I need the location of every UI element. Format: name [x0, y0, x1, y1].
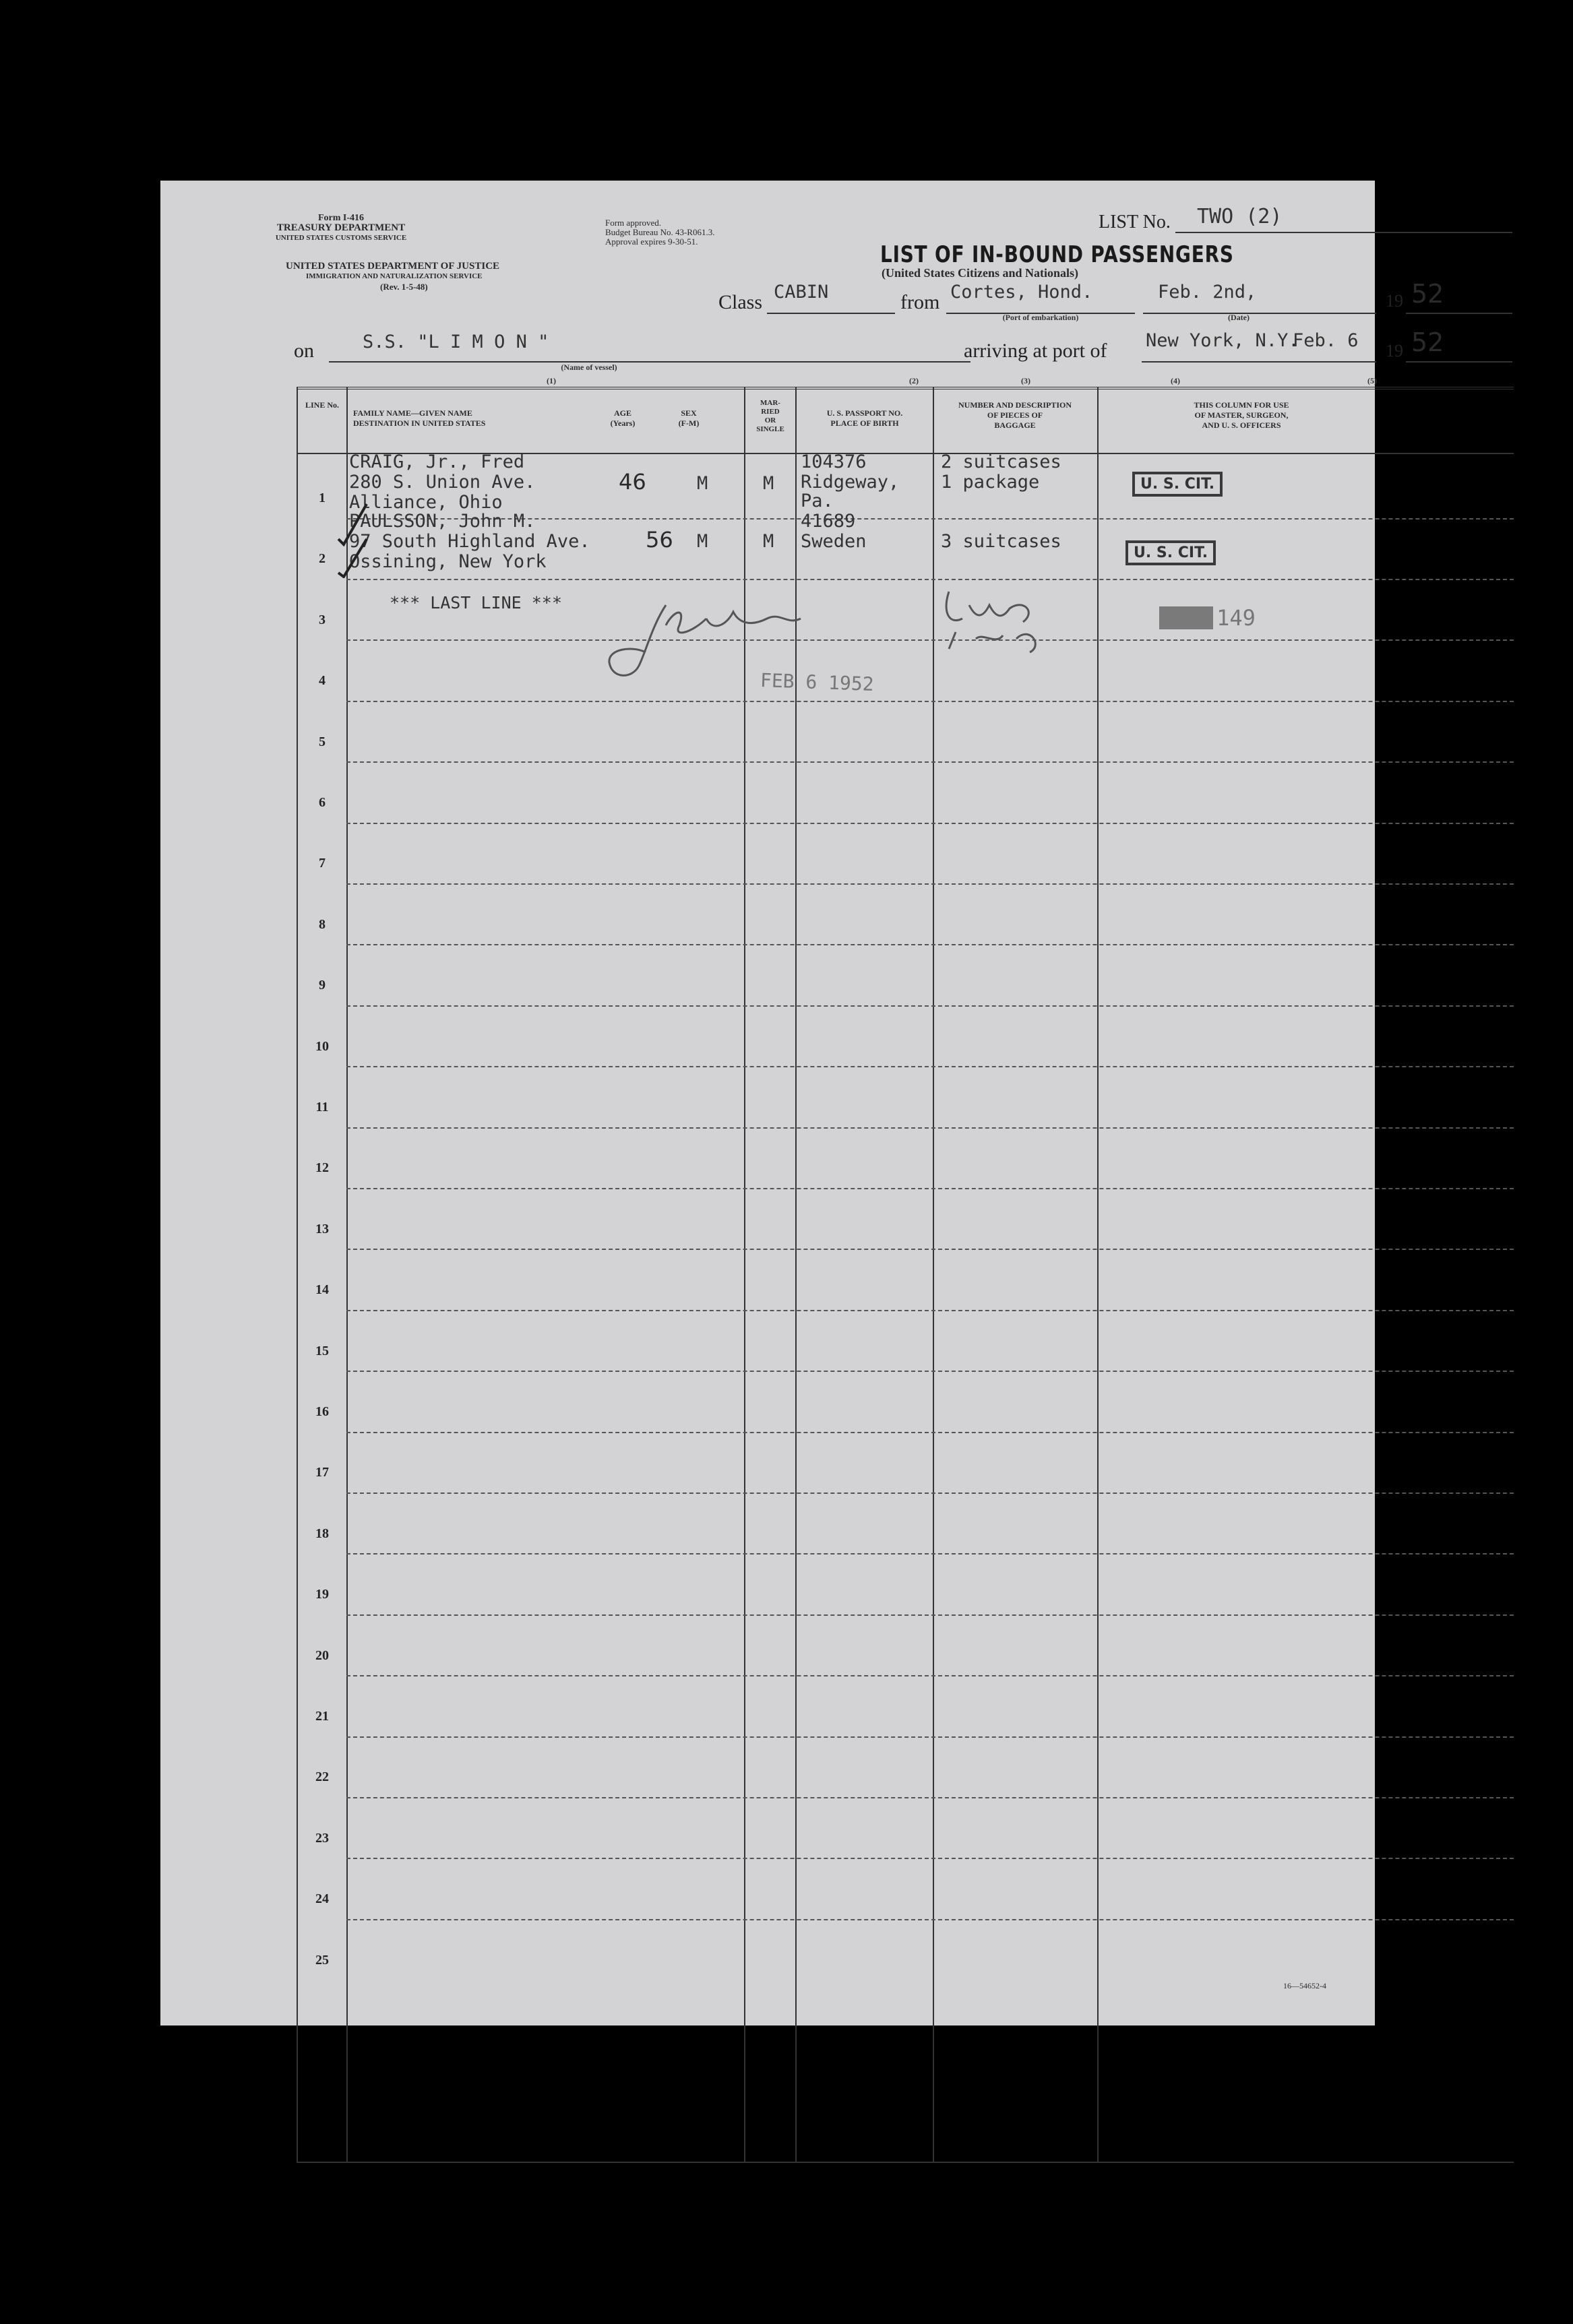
passenger-sex: M [697, 473, 708, 494]
col-divider-line [346, 387, 348, 2162]
row-number: 10 [315, 1038, 329, 1054]
column-number-1: (1) [547, 376, 556, 385]
revision: (Rev. 1-5-48) [380, 282, 428, 292]
birth-place: Ridgeway, [801, 472, 900, 493]
boxed-stamp [1159, 605, 1256, 631]
passenger-address: 280 S. Union Ave. [349, 472, 536, 493]
row-number: 8 [319, 916, 326, 932]
vessel-caption: (Name of vessel) [561, 363, 617, 372]
customs-service: UNITED STATES CUSTOMS SERVICE [275, 234, 407, 242]
row-rule [346, 761, 1514, 763]
approval-line-2: Budget Bureau No. 43-R061.3. [605, 227, 715, 237]
header-married: MAR- RIED OR SINGLE [756, 399, 784, 433]
row-number: 24 [315, 1891, 329, 1907]
year-prefix-1: 19 [1386, 291, 1403, 311]
last-line-marker: *** LAST LINE *** [390, 593, 562, 613]
baggage-line-1: 3 suitcases [941, 531, 1061, 552]
row-number: 15 [315, 1343, 329, 1358]
row-number: 12 [315, 1160, 329, 1176]
baggage-line-2: 1 package [941, 472, 1040, 493]
stamp-block [1159, 606, 1213, 629]
citizen-stamp: U. S. CIT. [1125, 540, 1216, 565]
row-rule [346, 1797, 1514, 1798]
departure-year: 52 [1411, 279, 1444, 309]
ins-service: IMMIGRATION AND NATURALIZATION SERVICE [306, 272, 483, 280]
row-number: 19 [315, 1587, 329, 1602]
row-rule [346, 1066, 1514, 1067]
form-number: Form I-416 [317, 213, 365, 223]
row-number: 18 [315, 1526, 329, 1541]
date-stamp: FEB 6 1952 [760, 669, 875, 695]
citizen-stamp: U. S. CIT. [1132, 472, 1223, 497]
class-value: CABIN [774, 282, 829, 303]
header-name: FAMILY NAME—GIVEN NAME DESTINATION IN UNITED STATES [353, 408, 486, 428]
row-number: 1 [319, 491, 326, 505]
arrival-date: Feb. 6 [1293, 330, 1359, 351]
page-subtitle: (United States Citizens and Nationals) [882, 266, 1079, 280]
row-rule [346, 883, 1514, 885]
arrival-port: New York, N.Y. [1146, 330, 1299, 351]
passenger-marital: M [763, 531, 774, 552]
arrival-year: 52 [1411, 327, 1444, 357]
row-rule [346, 944, 1514, 945]
row-number: 16 [315, 1404, 329, 1419]
footer-code: 16—54652-4 [1283, 1981, 1326, 1990]
table-bottom-border [297, 2162, 1514, 2163]
birth-place-state: Pa. [801, 491, 834, 511]
row-rule [346, 1553, 1514, 1554]
row-number: 17 [315, 1465, 329, 1480]
baggage-line-1: 2 suitcases [941, 451, 1061, 472]
row-rule [346, 579, 1514, 580]
port-caption: (Port of embarkation) [1002, 313, 1079, 322]
row-number: 14 [315, 1282, 329, 1298]
arriving-label: arriving at port of [964, 340, 1107, 362]
header-officers: THIS COLUMN FOR USE OF MASTER, SURGEON, AND U. S. OFFICERS [1194, 400, 1289, 430]
row-number: 23 [315, 1830, 329, 1846]
row-number: 13 [315, 1221, 329, 1236]
class-label: Class [718, 291, 763, 313]
list-no-underline [1175, 232, 1512, 233]
row-number: 21 [315, 1709, 329, 1724]
row-rule [346, 1919, 1514, 1920]
header-passport: U. S. PASSPORT NO. PLACE OF BIRTH [826, 408, 903, 428]
row-rule [346, 1249, 1514, 1250]
passenger-address: 97 South Highland Ave. [349, 531, 590, 552]
on-label: on [294, 340, 314, 362]
row-rule [346, 1675, 1514, 1676]
row-rule [346, 1858, 1514, 1859]
col-divider-passport [933, 387, 934, 2162]
list-no-label: LIST No. [1099, 212, 1171, 232]
col-divider-baggage [1097, 387, 1099, 2162]
passenger-age: 56 [646, 527, 673, 553]
table-top-border [297, 387, 1514, 389]
passenger-name: PAULSSON, John M. [349, 511, 536, 532]
passport-number: 104376 [801, 451, 867, 472]
vessel-name: S.S. "L I M O N " [363, 332, 549, 352]
row-rule [346, 1005, 1514, 1007]
manifest-page [160, 181, 1444, 2025]
inspection-mark [935, 585, 1070, 659]
row-number: 2 [319, 551, 326, 567]
row-rule [346, 1371, 1514, 1372]
list-no-value: TWO (2) [1197, 205, 1283, 228]
page-title: LIST OF IN-BOUND PASSENGERS [880, 241, 1234, 268]
row-number: 4 [319, 673, 326, 689]
row-rule [346, 1127, 1514, 1129]
row-rule [346, 1493, 1514, 1494]
justice-block [286, 261, 582, 292]
embark-port: Cortes, Hond. [950, 282, 1093, 303]
arrival-underline [1142, 361, 1376, 363]
treasury-dept: TREASURY DEPARTMENT [276, 222, 406, 233]
stamp-number: 149 [1216, 605, 1256, 631]
row-number: 11 [315, 1100, 329, 1114]
header-age: AGE (Years) [610, 408, 636, 428]
justice-dept: UNITED STATES DEPARTMENT OF JUSTICE [286, 261, 500, 272]
row-number: 7 [319, 856, 326, 871]
row-rule [346, 701, 1514, 702]
passenger-city: Alliance, Ohio [349, 492, 503, 513]
passport-number: 41689 [801, 511, 856, 532]
row-number: 9 [319, 978, 326, 993]
row-rule [346, 1736, 1514, 1738]
column-number-4: (4) [1171, 376, 1180, 385]
row-rule [346, 823, 1514, 824]
table-left-border [297, 387, 298, 2162]
row-rule [346, 1188, 1514, 1189]
header-baggage: NUMBER AND DESCRIPTION OF PIECES OF BAGGAGE [958, 400, 1072, 430]
form-agency-block [274, 213, 408, 243]
column-number-3: (3) [1021, 376, 1030, 385]
approval-line-3: Approval expires 9-30-51. [605, 237, 698, 247]
year-prefix-2: 19 [1386, 341, 1403, 360]
column-number-5: (5) [1367, 376, 1377, 385]
header-line-no: LINE No. [305, 400, 339, 410]
row-rule [346, 1614, 1514, 1616]
passenger-city: Ossining, New York [349, 551, 547, 572]
approval-line-1: Form approved. [605, 218, 662, 228]
class-underline [767, 313, 895, 314]
date-caption: (Date) [1228, 313, 1250, 322]
row-number: 25 [315, 1952, 329, 1968]
approval-block [605, 218, 714, 247]
row-rule [346, 1432, 1514, 1433]
year-underline-2 [1406, 361, 1512, 363]
year-underline-1 [1406, 313, 1512, 314]
row-number: 6 [319, 795, 326, 810]
passenger-age: 46 [619, 469, 646, 495]
row-number: 22 [315, 1769, 329, 1785]
passenger-marital: M [763, 473, 774, 494]
birth-place: Sweden [801, 531, 867, 552]
passenger-sex: M [697, 531, 708, 552]
row-rule [346, 639, 1514, 641]
from-label: from [900, 291, 940, 313]
passenger-name: CRAIG, Jr., Fred [349, 451, 525, 472]
row-rule [346, 1310, 1514, 1311]
row-number: 20 [315, 1647, 329, 1663]
departure-date: Feb. 2nd, [1158, 282, 1257, 303]
header-sex: SEX (F-M) [678, 408, 700, 428]
check-marks [337, 497, 377, 578]
column-number-2: (2) [909, 376, 919, 385]
row-number: 5 [319, 734, 326, 749]
row-number: 3 [319, 612, 326, 627]
